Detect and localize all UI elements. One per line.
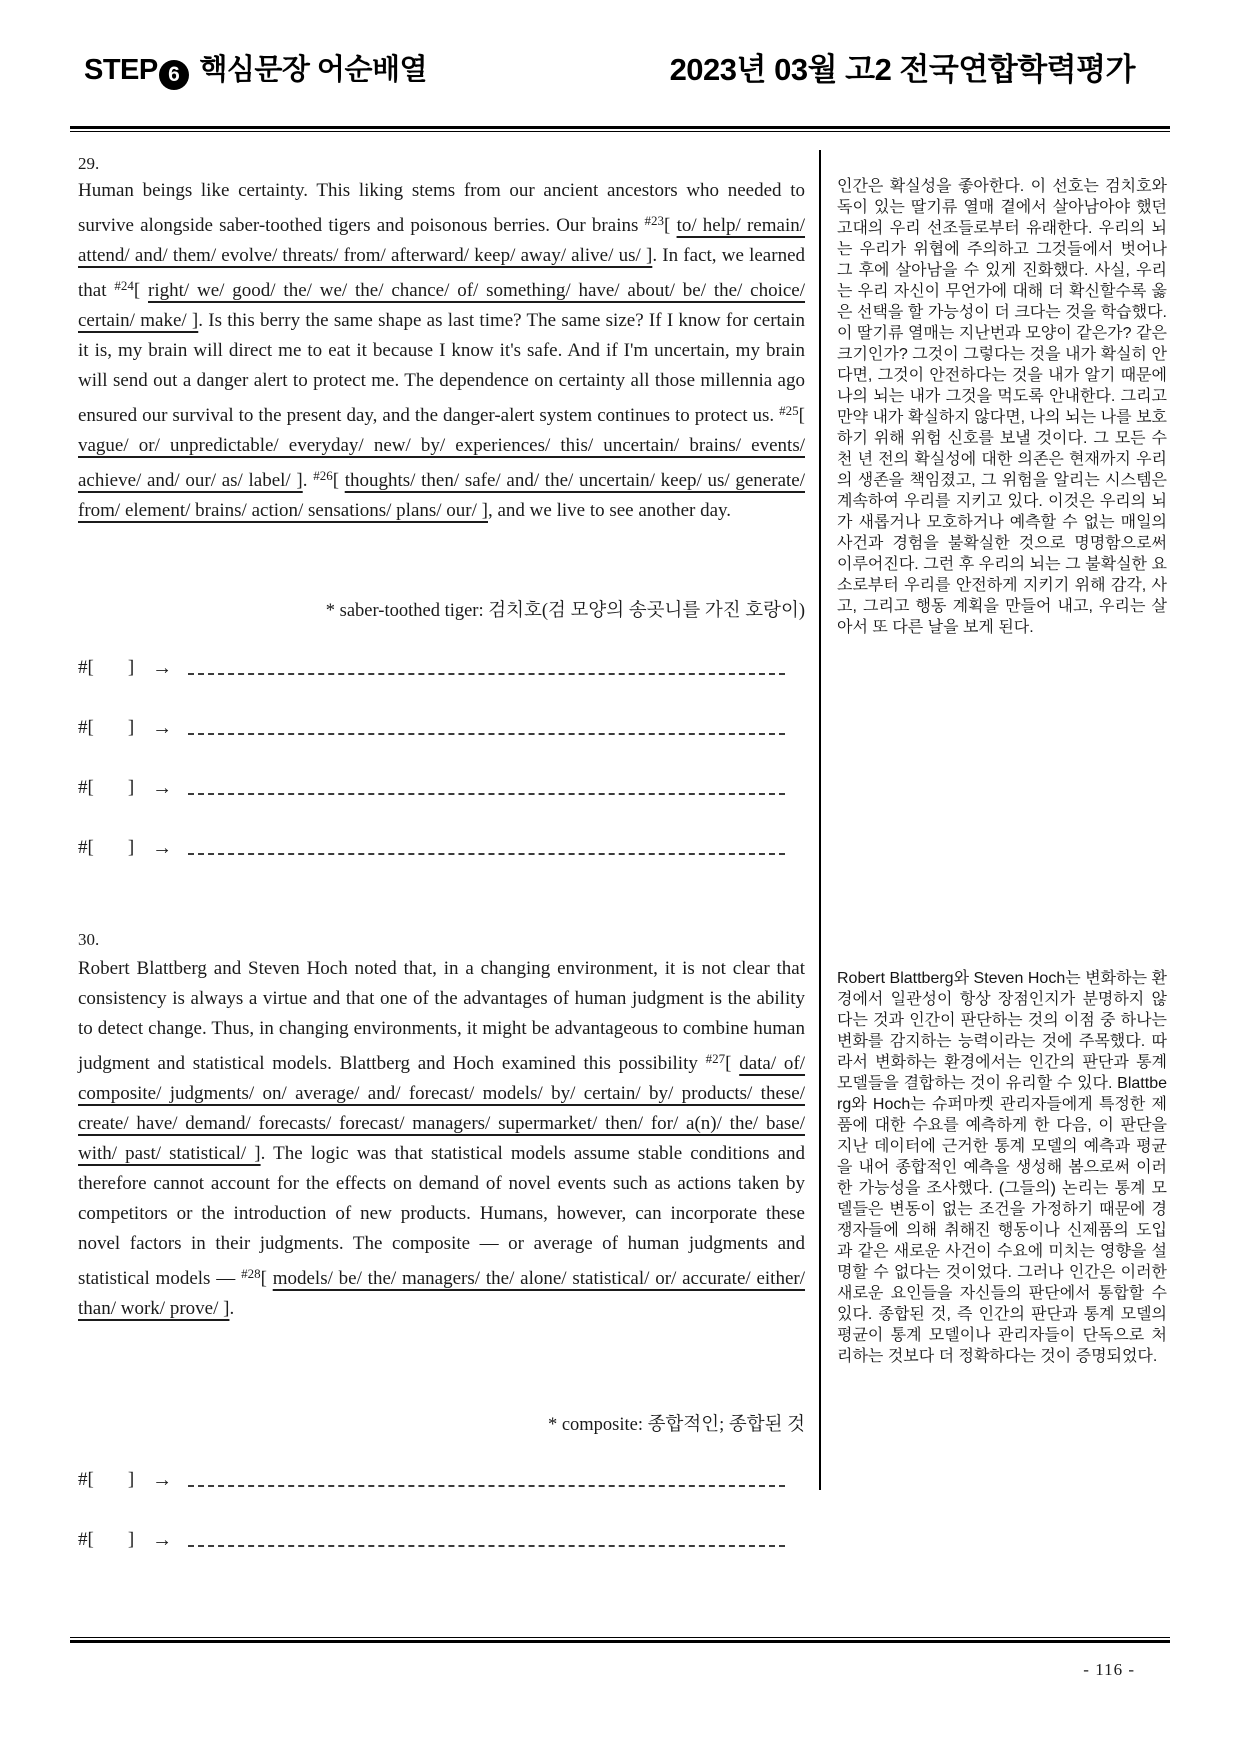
answer-close-bracket: ] <box>127 1529 135 1550</box>
header-left-title <box>84 50 427 90</box>
answer-arrow-icon: → <box>152 837 173 859</box>
problem-30-footnote: * composite: 종합적인; 종합된 것 <box>547 1415 805 1435</box>
answer-blank-line <box>188 773 785 795</box>
step-label: STEP <box>84 54 158 86</box>
header-divider-rule <box>70 126 1170 132</box>
answer-open-bracket: #[ <box>78 837 94 858</box>
answer-open-bracket: #[ <box>78 717 94 738</box>
answer-row <box>78 1522 785 1552</box>
answer-close-bracket: ] <box>127 837 135 858</box>
answer-arrow-icon: → <box>152 717 173 739</box>
answer-row <box>78 1462 785 1492</box>
footer-divider-rule <box>70 1637 1170 1643</box>
answer-close-bracket: ] <box>127 657 135 678</box>
problem-29-translation: 인간은 확실성을 좋아한다. 이 선호는 검치호와 독이 있는 딸기류 열매 곁에서 살아남아야 했던 고대의 우리 선조들로부터 유래한다. 우리의 뇌는 우리가 위협에 주의하고 그것들에서 벗어나 그 후에 살아남을 수 있게 진화했다. 사실, 우리는 우리 자신이 무언가에 대해 더 확신할수록 옳은 선택을 할 가능성이 더 크다는 것을 학습했다. 이 딸기류 열매는 지난번과 모양이 같은가? 같은 크기인가? 그것이 그렇다는 것을 내가 확실히 안다면, 그것이 안전하다는 것을 내가 알기 때문에 나의 뇌는 내가 그것을 먹도록 안내한다. 그리고 만약 내가 확실하지 않다면, 나의 뇌는 나를 보호하기 위해 위험 신호를 보낼 것이다. 그 모든 수천 년 전의 확실성에 대한 의존은 현재까지 우리의 생존을 책임졌고, 그 위험을 알리는 시스템은 계속하여 우리를 지키고 있다. 이것은 우리의 뇌가 새롭거나 모호하거나 예측할 수 없는 매일의 사건과 경험을 불확실한 것으로 명명함으로써 이루어진다. 그런 후 우리의 뇌는 그 불확실한 요소로부터 우리를 안전하게 지키기 위해 감각, 사고, 그리고 행동 계획을 만들어 내고, 우리는 살아서 또 다른 날을 보게 된다. <box>837 178 1167 636</box>
answer-blank-line <box>188 713 785 735</box>
column-divider <box>819 150 821 1490</box>
answer-open-bracket: #[ <box>78 1469 94 1490</box>
header-right-title: 2023년 03월 고2 전국연합학력평가 <box>669 52 1135 87</box>
answer-row <box>78 770 785 800</box>
step-number-badge: 6 <box>159 60 189 90</box>
answer-row <box>78 650 785 680</box>
answer-arrow-icon: → <box>152 1469 173 1491</box>
answer-row <box>78 830 785 860</box>
problem-30-translation: Robert Blattberg와 Steven Hoch는 변화하는 환경에서 일관성이 항상 장점인지가 분명하지 않다는 것과 인간이 판단하는 것의 이점 중 하나는 변화를 감지하는 능력이라는 것에 주목했다. 따라서 변화하는 환경에서는 인간의 판단과 통계 모델들을 결합하는 것이 유리할 수 있다. Blattberg와 Hoch는 슈퍼마켓 관리자들에게 특정한 제품에 대한 수요를 예측하게 한 다음, 이 판단을 지난 데이터에 근거한 통계 모델의 예측과 평균을 내어 종합적인 예측을 생성해 봄으로써 이러한 가능성을 조사했다. (그들의) 논리는 통계 모델들은 변동이 없는 조건을 가정하기 때문에 경쟁자들에 의해 취해진 행동이나 신제품의 도입과 같은 새로운 사건이 수요에 미치는 영향을 설명할 수 없다는 것이었다. 그러나 인간은 이러한 새로운 요인들을 자신들의 판단에서 통합할 수 있다. 종합된 것, 즉 인간의 판단과 통계 모델의 평균이 통계 모델이나 관리자들이 단독으로 처리하는 것보다 더 정확하다는 것이 증명되었다. <box>837 970 1167 1365</box>
answer-blank-line <box>188 833 785 855</box>
answer-close-bracket: ] <box>127 777 135 798</box>
answer-blank-line <box>188 653 785 675</box>
answer-arrow-icon: → <box>152 657 173 679</box>
answer-blank-line <box>188 1465 785 1487</box>
answer-open-bracket: #[ <box>78 1529 94 1550</box>
section-title: 핵심문장 어순배열 <box>199 54 427 86</box>
problem-30-number: 30. <box>78 930 100 949</box>
problem-29-footnote: * saber-toothed tiger: 검치호(검 모양의 송곳니를 가진 호랑이) <box>325 601 805 621</box>
problem-30-passage: Robert Blattberg and Steven Hoch noted that, in a changing environment, it is not clear that consistency is always a virtue and that one of the advantages of human judgment is the ability to detect change. Thus, in changing environments, it might be advantageous to combine human judgment and statistical models. Blattberg and Hoch examined this possibility $^{\#27}$[ data/ of/ composite/ judgments/ on/ average/ and/ forecast/ models/ by/ certain/ by/ products/ these/ create/ have/ demand/ forecasts/ forecast/ managers/ supermarket/ then/ for/ a(n)/ the/ base/ with/ past/ statistical/ ]. The logic was that statistical models assume stable conditions and therefore cannot account for the effects on demand of novel events such as actions taken by competitors or the introduction of new products. Humans, however, can incorporate these novel factors in their judgments. The composite — or average of human judgments and statistical models — $^{\#28}$[ models/ be/ the/ managers/ the/ alone/ statistical/ or/ accurate/ either/ than/ work/ prove/ ]. <box>78 958 806 1319</box>
answer-open-bracket: #[ <box>78 777 94 798</box>
answer-arrow-icon: → <box>152 1529 173 1551</box>
answer-close-bracket: ] <box>127 717 135 738</box>
answer-blank-line <box>188 1525 785 1547</box>
answer-arrow-icon: → <box>152 777 173 799</box>
page-number: - 116 - <box>1083 1660 1135 1679</box>
answer-close-bracket: ] <box>127 1469 135 1490</box>
answer-open-bracket: #[ <box>78 657 94 678</box>
problem-29-number: 29. <box>78 154 100 173</box>
answer-row <box>78 710 785 740</box>
problem-29-passage: Human beings like certainty. This liking stems from our ancient ancestors who needed to survive alongside saber-toothed tigers and poisonous berries. Our brains $^{\#23}$[ to/ help/ remain/ attend/ and/ them/ evolve/ threats/ from/ afterward/ keep/ away/ alive/ us/ ]. In fact, we learned that $^{\#24}$[ right/ we/ good/ the/ we/ the/ chance/ of/ something/ have/ about/ be/ the/ choice/ certain/ make/ ]. Is this berry the same shape as last time? The same size? If I know for certain it is, my brain will direct me to eat it because I know it's safe. And if I'm uncertain, my brain will send out a danger alert to protect me. The dependence on certainty all those millennia ago ensured our survival to the present day, and the danger-alert system continues to protect us. $^{\#25}$[ vague/ or/ unpredictable/ everyday/ new/ by/ experiences/ this/ uncertain/ brains/ events/ achieve/ and/ our/ as/ label/ ]. $^{\#26}$[ thoughts/ then/ safe/ and/ the/ uncertain/ keep/ us/ generate/ from/ element/ brains/ action/ sensations/ plans/ our/ ], and we live to see another day. <box>78 180 806 521</box>
